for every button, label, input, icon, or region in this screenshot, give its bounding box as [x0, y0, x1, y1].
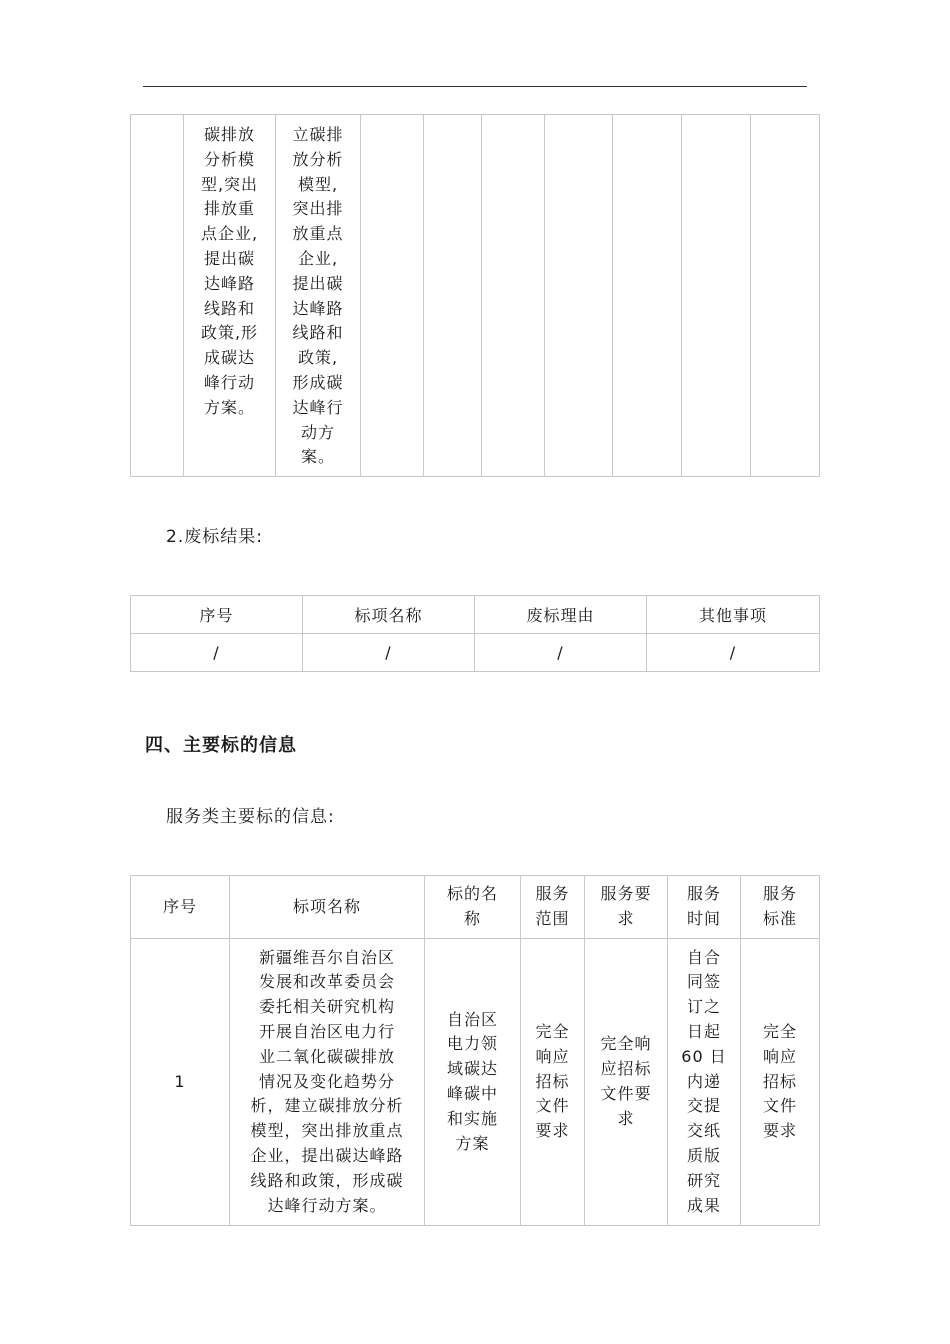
text-line: 委托相关研究机构	[258, 997, 395, 1017]
header-cell-requirement	[585, 876, 668, 939]
text-line: 峰碳中	[446, 1084, 498, 1103]
text-line: 响应	[762, 1046, 797, 1066]
header-cell: 标项名称	[303, 596, 475, 634]
text-line: 型,突出	[200, 174, 259, 194]
text-line: 要求	[762, 1121, 797, 1141]
text-line: 完全响	[600, 1034, 652, 1054]
table-header-row	[131, 876, 820, 939]
text-line: 域碳达	[446, 1059, 498, 1079]
cell-text	[600, 1032, 651, 1131]
result-table-continuation	[130, 114, 820, 477]
text-line: 线路和	[203, 298, 255, 318]
cell-text	[250, 946, 403, 1219]
main-subject-table	[130, 875, 820, 1226]
text-line: 动方	[300, 422, 335, 442]
cell-text	[600, 882, 651, 932]
text-line: 析，建立碳排放分析	[250, 1096, 404, 1116]
text-line: 文件	[535, 1096, 570, 1116]
header-cell: 序号	[131, 596, 303, 634]
table-header-row	[131, 596, 820, 634]
text-line: 招标	[535, 1071, 570, 1091]
text-line: 应招标	[600, 1059, 652, 1079]
text-line: 方案。	[203, 397, 255, 417]
text-line: 点企业,	[200, 224, 259, 244]
text-line: 范围	[535, 909, 570, 928]
text-line: 业二氧化碳碳排放	[258, 1046, 395, 1066]
table-cell-standard	[741, 939, 820, 1226]
text-line: 称	[463, 909, 481, 928]
table-cell	[361, 115, 424, 477]
text-line: 文件要	[600, 1084, 652, 1103]
service-info-heading: 服务类主要标的信息:	[166, 807, 335, 827]
cell-text	[535, 1020, 569, 1144]
text-line: 和实施	[446, 1108, 498, 1128]
text-line: 形成碳	[292, 372, 344, 392]
text-line: 日起	[686, 1022, 721, 1041]
cell-text	[276, 115, 360, 470]
table-cell	[276, 115, 361, 477]
table-cell	[131, 115, 184, 477]
table-cell-scope	[521, 939, 585, 1226]
table-row	[131, 634, 820, 672]
text-line: 自合	[686, 947, 721, 967]
text-line: 情况及变化趋势分	[258, 1071, 395, 1091]
header-cell-standard	[741, 876, 820, 939]
text-line: 成碳达	[203, 348, 255, 368]
header-cell-name: 标项名称	[230, 876, 425, 939]
text-line: 线路和	[292, 323, 344, 343]
text-line: 达峰路	[203, 273, 255, 293]
text-line: 求	[617, 1108, 635, 1128]
text-line: 突出排	[292, 199, 344, 219]
table-cell-name	[230, 939, 425, 1226]
text-line: 提出碳	[203, 248, 255, 268]
text-line: 交纸	[686, 1121, 721, 1141]
text-line: 放重点	[292, 224, 344, 244]
header-cell-no: 序号	[131, 876, 230, 939]
table-cell	[184, 115, 276, 477]
text-line: 服务	[535, 884, 570, 904]
header-cell-scope	[521, 876, 585, 939]
cell-text	[447, 882, 498, 932]
table-row	[131, 939, 820, 1226]
table-row	[131, 115, 820, 477]
header-cell-time	[668, 876, 741, 939]
text-line: 服务	[762, 884, 797, 904]
text-line: 要求	[535, 1121, 570, 1141]
table-cell	[545, 115, 613, 477]
table-cell	[613, 115, 682, 477]
text-line: 案。	[300, 447, 335, 467]
text-line: 标的名	[446, 884, 498, 904]
text-line: 时间	[686, 909, 721, 928]
text-line: 成果	[686, 1195, 721, 1215]
text-line: 同签	[686, 972, 721, 992]
cell-text	[447, 1008, 498, 1157]
text-line: 订之	[686, 997, 721, 1017]
text-line: 自治区	[446, 1009, 498, 1029]
text-line: 模型，突出排放重点	[250, 1121, 404, 1141]
header-cell-subject	[425, 876, 521, 939]
table-cell	[751, 115, 820, 477]
cell-text	[681, 946, 726, 1219]
text-line: 企业，提出碳达峰路	[250, 1145, 404, 1165]
cell-text	[763, 882, 797, 932]
header-rule	[143, 86, 807, 87]
text-line: 交提	[686, 1096, 721, 1116]
text-line: 60 日	[681, 1046, 727, 1066]
cell-text	[535, 882, 569, 932]
table-cell-time	[668, 939, 741, 1226]
text-line: 政策,	[297, 348, 339, 368]
text-line: 文件	[762, 1096, 797, 1116]
header-cell: 其他事项	[647, 596, 820, 634]
table-cell	[482, 115, 545, 477]
abandon-result-heading: 2.废标结果:	[166, 527, 263, 547]
text-line: 达峰行动方案。	[267, 1195, 387, 1215]
text-line: 质版	[686, 1145, 721, 1165]
text-line: 峰行动	[203, 372, 255, 392]
text-line: 达峰路	[292, 298, 344, 318]
table-cell-subject	[425, 939, 521, 1226]
table-cell: /	[303, 634, 475, 672]
text-line: 开展自治区电力行	[258, 1022, 395, 1041]
cell-text	[763, 1020, 797, 1144]
text-line: 研究	[686, 1170, 721, 1190]
text-line: 企业,	[297, 248, 339, 268]
text-line: 分析模	[203, 149, 255, 169]
text-line: 排放重	[203, 199, 255, 219]
text-line: 内递	[686, 1071, 721, 1091]
table-cell: /	[475, 634, 647, 672]
table-cell	[424, 115, 482, 477]
section-heading: 四、主要标的信息	[145, 735, 297, 756]
text-line: 模型,	[297, 174, 339, 194]
text-line: 服务	[686, 884, 721, 904]
abandon-table	[130, 595, 820, 672]
text-line: 提出碳	[292, 273, 344, 293]
text-line: 响应	[535, 1046, 570, 1066]
text-line: 电力领	[446, 1034, 498, 1054]
text-line: 立碳排	[292, 125, 344, 144]
text-line: 发展和改革委员会	[258, 972, 395, 992]
text-line: 完全	[535, 1022, 570, 1041]
text-line: 达峰行	[292, 397, 344, 417]
text-line: 方案	[455, 1133, 490, 1153]
cell-text	[687, 882, 721, 932]
table-cell-no: 1	[131, 939, 230, 1226]
text-line: 新疆维吾尔自治区	[258, 947, 395, 967]
table-cell: /	[647, 634, 820, 672]
header-cell: 废标理由	[475, 596, 647, 634]
text-line: 标准	[762, 909, 797, 928]
text-line: 招标	[762, 1071, 797, 1091]
table-cell: /	[131, 634, 303, 672]
text-line: 政策,形	[200, 323, 259, 343]
table-cell-requirement	[585, 939, 668, 1226]
text-line: 完全	[762, 1022, 797, 1041]
text-line: 线路和政策，形成碳	[250, 1170, 404, 1190]
table-cell	[682, 115, 751, 477]
text-line: 放分析	[292, 149, 344, 169]
text-line: 碳排放	[203, 125, 255, 144]
text-line: 服务要	[600, 884, 652, 904]
text-line: 求	[617, 909, 635, 928]
cell-text	[184, 115, 275, 421]
